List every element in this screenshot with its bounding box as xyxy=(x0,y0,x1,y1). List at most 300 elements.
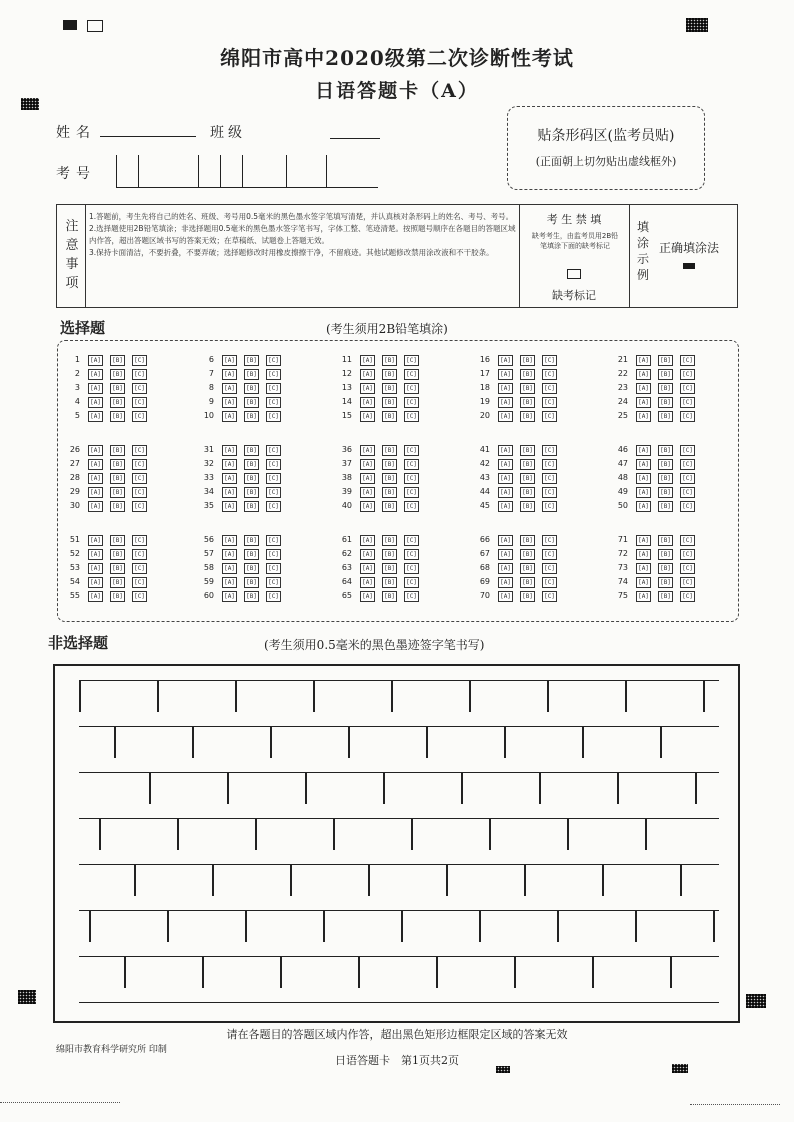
answer-bubble-22-c[interactable]: [C] xyxy=(680,369,695,380)
answer-bubble-6-b[interactable]: [B] xyxy=(244,355,259,366)
answer-bubble-22-a[interactable]: [A] xyxy=(636,369,651,380)
answer-bubble-1-b[interactable]: [B] xyxy=(110,355,125,366)
answer-bubble-32-a[interactable]: [A] xyxy=(222,459,237,470)
answer-bubble-63-c[interactable]: [C] xyxy=(404,563,419,574)
answer-bubble-20-a[interactable]: [A] xyxy=(498,411,513,422)
answer-bubble-72-a[interactable]: [A] xyxy=(636,549,651,560)
answer-bubble-11-a[interactable]: [A] xyxy=(360,355,375,366)
answer-bubble-71-b[interactable]: [B] xyxy=(658,535,673,546)
answer-bubble-43-a[interactable]: [A] xyxy=(498,473,513,484)
answer-bubble-51-a[interactable]: [A] xyxy=(88,535,103,546)
answer-bubble-10-b[interactable]: [B] xyxy=(244,411,259,422)
question-number: 53 xyxy=(69,563,80,572)
answer-bubble-64-a[interactable]: [A] xyxy=(360,577,375,588)
question-number: 6 xyxy=(208,355,214,364)
answer-bubble-61-a[interactable]: [A] xyxy=(360,535,375,546)
answer-bubble-62-c[interactable]: [C] xyxy=(404,549,419,560)
answer-bubble-41-c[interactable]: [C] xyxy=(542,445,557,456)
question-number: 38 xyxy=(341,473,352,482)
answer-bubble-60-b[interactable]: [B] xyxy=(244,591,259,602)
writing-cell-divider xyxy=(504,726,506,758)
answer-bubble-38-c[interactable]: [C] xyxy=(404,473,419,484)
question-number: 49 xyxy=(617,487,628,496)
question-number: 28 xyxy=(69,473,80,482)
answer-bubble-3-c[interactable]: [C] xyxy=(132,383,147,394)
answer-bubble-27-a[interactable]: [A] xyxy=(88,459,103,470)
name-field[interactable] xyxy=(100,120,196,137)
answer-bubble-16-a[interactable]: [A] xyxy=(498,355,513,366)
answer-bubble-2-a[interactable]: [A] xyxy=(88,369,103,380)
answer-bubble-7-c[interactable]: [C] xyxy=(266,369,281,380)
writing-cell-divider xyxy=(567,818,569,850)
answer-bubble-63-b[interactable]: [B] xyxy=(382,563,397,574)
answer-bubble-23-c[interactable]: [C] xyxy=(680,383,695,394)
answer-bubble-50-c[interactable]: [C] xyxy=(680,501,695,512)
answer-bubble-27-b[interactable]: [B] xyxy=(110,459,125,470)
writing-cell-divider xyxy=(290,864,292,896)
answer-bubble-1-c[interactable]: [C] xyxy=(132,355,147,366)
answer-bubble-58-b[interactable]: [B] xyxy=(244,563,259,574)
writing-cell-divider xyxy=(134,864,136,896)
answer-bubble-13-b[interactable]: [B] xyxy=(382,383,397,394)
question-number: 24 xyxy=(617,397,628,406)
answer-bubble-52-c[interactable]: [C] xyxy=(132,549,147,560)
writing-cell-divider xyxy=(157,680,159,712)
answer-bubble-30-a[interactable]: [A] xyxy=(88,501,103,512)
writing-cell-divider xyxy=(255,818,257,850)
question-number: 43 xyxy=(479,473,490,482)
writing-cell-divider xyxy=(99,818,101,850)
answer-bubble-24-a[interactable]: [A] xyxy=(636,397,651,408)
answer-bubble-5-b[interactable]: [B] xyxy=(110,411,125,422)
answer-bubble-25-a[interactable]: [A] xyxy=(636,411,651,422)
writing-cell-divider xyxy=(635,910,637,942)
answer-bubble-75-c[interactable]: [C] xyxy=(680,591,695,602)
answer-bubble-38-a[interactable]: [A] xyxy=(360,473,375,484)
answer-bubble-26-b[interactable]: [B] xyxy=(110,445,125,456)
answer-bubble-10-a[interactable]: [A] xyxy=(222,411,237,422)
answer-bubble-61-b[interactable]: [B] xyxy=(382,535,397,546)
answer-bubble-6-c[interactable]: [C] xyxy=(266,355,281,366)
answer-bubble-26-c[interactable]: [C] xyxy=(132,445,147,456)
answer-bubble-58-a[interactable]: [A] xyxy=(222,563,237,574)
answer-bubble-30-b[interactable]: [B] xyxy=(110,501,125,512)
answer-bubble-68-a[interactable]: [A] xyxy=(498,563,513,574)
answer-bubble-75-b[interactable]: [B] xyxy=(658,591,673,602)
answer-bubble-11-c[interactable]: [C] xyxy=(404,355,419,366)
question-number: 68 xyxy=(479,563,490,572)
answer-bubble-74-b[interactable]: [B] xyxy=(658,577,673,588)
question-number: 19 xyxy=(479,397,490,406)
answer-bubble-19-c[interactable]: [C] xyxy=(542,397,557,408)
registration-mark xyxy=(63,20,77,30)
answer-bubble-66-b[interactable]: [B] xyxy=(520,535,535,546)
answer-bubble-14-a[interactable]: [A] xyxy=(360,397,375,408)
answer-bubble-66-a[interactable]: [A] xyxy=(498,535,513,546)
answer-bubble-62-a[interactable]: [A] xyxy=(360,549,375,560)
answer-bubble-18-b[interactable]: [B] xyxy=(520,383,535,394)
answer-bubble-12-b[interactable]: [B] xyxy=(382,369,397,380)
writing-cell-divider xyxy=(489,818,491,850)
answer-bubble-3-a[interactable]: [A] xyxy=(88,383,103,394)
writing-cell-divider xyxy=(323,910,325,942)
answer-bubble-43-b[interactable]: [B] xyxy=(520,473,535,484)
question-number: 41 xyxy=(479,445,490,454)
answer-bubble-62-b[interactable]: [B] xyxy=(382,549,397,560)
writing-cell-divider xyxy=(368,864,370,896)
answer-bubble-42-c[interactable]: [C] xyxy=(542,459,557,470)
answer-bubble-21-c[interactable]: [C] xyxy=(680,355,695,366)
answer-bubble-18-a[interactable]: [A] xyxy=(498,383,513,394)
writing-line xyxy=(79,1002,719,1003)
question-number: 17 xyxy=(479,369,490,378)
answer-bubble-24-c[interactable]: [C] xyxy=(680,397,695,408)
answer-bubble-4-b[interactable]: [B] xyxy=(110,397,125,408)
answer-bubble-55-a[interactable]: [A] xyxy=(88,591,103,602)
writing-cell-divider xyxy=(524,864,526,896)
answer-bubble-46-a[interactable]: [A] xyxy=(636,445,651,456)
answer-bubble-64-b[interactable]: [B] xyxy=(382,577,397,588)
answer-bubble-8-a[interactable]: [A] xyxy=(222,383,237,394)
answer-bubble-57-b[interactable]: [B] xyxy=(244,549,259,560)
writing-cell-divider xyxy=(469,680,471,712)
answer-bubble-39-c[interactable]: [C] xyxy=(404,487,419,498)
question-number: 55 xyxy=(69,591,80,600)
cut-line xyxy=(690,1104,780,1105)
answer-bubble-18-c[interactable]: [C] xyxy=(542,383,557,394)
answer-bubble-36-a[interactable]: [A] xyxy=(360,445,375,456)
answer-bubble-63-a[interactable]: [A] xyxy=(360,563,375,574)
question-number: 10 xyxy=(203,411,214,420)
answer-bubble-35-c[interactable]: [C] xyxy=(266,501,281,512)
answer-bubble-3-b[interactable]: [B] xyxy=(110,383,125,394)
answer-bubble-20-b[interactable]: [B] xyxy=(520,411,535,422)
registration-mark xyxy=(18,990,36,1004)
answer-bubble-54-b[interactable]: [B] xyxy=(110,577,125,588)
answer-bubble-13-a[interactable]: [A] xyxy=(360,383,375,394)
answer-bubble-19-b[interactable]: [B] xyxy=(520,397,535,408)
answer-bubble-23-b[interactable]: [B] xyxy=(658,383,673,394)
answer-bubble-7-b[interactable]: [B] xyxy=(244,369,259,380)
answer-bubble-33-a[interactable]: [A] xyxy=(222,473,237,484)
notes-label: 注 意 事 项 xyxy=(65,219,79,291)
question-number: 72 xyxy=(617,549,628,558)
answer-bubble-57-a[interactable]: [A] xyxy=(222,549,237,560)
answer-bubble-40-b[interactable]: [B] xyxy=(382,501,397,512)
answer-bubble-7-a[interactable]: [A] xyxy=(222,369,237,380)
answer-bubble-44-c[interactable]: [C] xyxy=(542,487,557,498)
writing-cell-divider xyxy=(212,864,214,896)
question-number: 67 xyxy=(479,549,490,558)
answer-bubble-28-c[interactable]: [C] xyxy=(132,473,147,484)
question-number: 12 xyxy=(341,369,352,378)
answer-bubble-34-b[interactable]: [B] xyxy=(244,487,259,498)
question-number: 46 xyxy=(617,445,628,454)
exam-number-boxes[interactable] xyxy=(116,155,378,188)
answer-bubble-47-c[interactable]: [C] xyxy=(680,459,695,470)
note-item: 1.答题前，考生先将自己的姓名、班级、考号用0.5毫米的黑色墨水签字笔填写清楚，并认真核对条形码上的姓名、考号、考号。 xyxy=(89,212,514,221)
answer-bubble-71-a[interactable]: [A] xyxy=(636,535,651,546)
question-number: 2 xyxy=(74,369,80,378)
answer-bubble-32-c[interactable]: [C] xyxy=(266,459,281,470)
choice-section-note: (考生须用2B铅笔填涂) xyxy=(326,322,448,336)
answer-bubble-37-b[interactable]: [B] xyxy=(382,459,397,470)
answer-bubble-31-b[interactable]: [B] xyxy=(244,445,259,456)
answer-bubble-11-b[interactable]: [B] xyxy=(382,355,397,366)
question-number: 25 xyxy=(617,411,628,420)
answer-bubble-57-c[interactable]: [C] xyxy=(266,549,281,560)
answer-bubble-56-c[interactable]: [C] xyxy=(266,535,281,546)
answer-bubble-46-c[interactable]: [C] xyxy=(680,445,695,456)
answer-bubble-50-b[interactable]: [B] xyxy=(658,501,673,512)
answer-bubble-68-b[interactable]: [B] xyxy=(520,563,535,574)
answer-bubble-15-b[interactable]: [B] xyxy=(382,411,397,422)
answer-bubble-64-c[interactable]: [C] xyxy=(404,577,419,588)
answer-bubble-65-b[interactable]: [B] xyxy=(382,591,397,602)
answer-bubble-69-c[interactable]: [C] xyxy=(542,577,557,588)
answer-bubble-68-c[interactable]: [C] xyxy=(542,563,557,574)
registration-mark xyxy=(496,1066,510,1073)
answer-bubble-5-c[interactable]: [C] xyxy=(132,411,147,422)
writing-cell-divider xyxy=(680,864,682,896)
writing-cell-divider xyxy=(557,910,559,942)
answer-bubble-15-a[interactable]: [A] xyxy=(360,411,375,422)
answer-bubble-9-c[interactable]: [C] xyxy=(266,397,281,408)
answer-bubble-8-b[interactable]: [B] xyxy=(244,383,259,394)
answer-bubble-74-c[interactable]: [C] xyxy=(680,577,695,588)
answer-bubble-67-b[interactable]: [B] xyxy=(520,549,535,560)
answer-bubble-31-a[interactable]: [A] xyxy=(222,445,237,456)
answer-bubble-29-c[interactable]: [C] xyxy=(132,487,147,498)
answer-bubble-60-c[interactable]: [C] xyxy=(266,591,281,602)
answer-bubble-45-b[interactable]: [B] xyxy=(520,501,535,512)
answer-bubble-38-b[interactable]: [B] xyxy=(382,473,397,484)
answer-bubble-70-a[interactable]: [A] xyxy=(498,591,513,602)
answer-bubble-29-a[interactable]: [A] xyxy=(88,487,103,498)
answer-bubble-69-b[interactable]: [B] xyxy=(520,577,535,588)
answer-bubble-5-a[interactable]: [A] xyxy=(88,411,103,422)
answer-bubble-46-b[interactable]: [B] xyxy=(658,445,673,456)
answer-bubble-48-a[interactable]: [A] xyxy=(636,473,651,484)
answer-bubble-50-a[interactable]: [A] xyxy=(636,501,651,512)
answer-bubble-60-a[interactable]: [A] xyxy=(222,591,237,602)
answer-bubble-43-c[interactable]: [C] xyxy=(542,473,557,484)
question-number: 13 xyxy=(341,383,352,392)
answer-bubble-16-b[interactable]: [B] xyxy=(520,355,535,366)
answer-bubble-45-c[interactable]: [C] xyxy=(542,501,557,512)
answer-bubble-58-c[interactable]: [C] xyxy=(266,563,281,574)
answer-bubble-14-c[interactable]: [C] xyxy=(404,397,419,408)
answer-bubble-28-a[interactable]: [A] xyxy=(88,473,103,484)
answer-bubble-59-b[interactable]: [B] xyxy=(244,577,259,588)
answer-bubble-49-a[interactable]: [A] xyxy=(636,487,651,498)
answer-bubble-27-c[interactable]: [C] xyxy=(132,459,147,470)
question-number: 32 xyxy=(203,459,214,468)
answer-bubble-20-c[interactable]: [C] xyxy=(542,411,557,422)
answer-bubble-73-c[interactable]: [C] xyxy=(680,563,695,574)
writing-area[interactable] xyxy=(53,664,740,1023)
answer-bubble-47-b[interactable]: [B] xyxy=(658,459,673,470)
answer-bubble-40-a[interactable]: [A] xyxy=(360,501,375,512)
answer-bubble-12-c[interactable]: [C] xyxy=(404,369,419,380)
answer-bubble-75-a[interactable]: [A] xyxy=(636,591,651,602)
answer-bubble-42-b[interactable]: [B] xyxy=(520,459,535,470)
answer-bubble-25-b[interactable]: [B] xyxy=(658,411,673,422)
answer-bubble-66-c[interactable]: [C] xyxy=(542,535,557,546)
answer-bubble-6-a[interactable]: [A] xyxy=(222,355,237,366)
answer-bubble-2-c[interactable]: [C] xyxy=(132,369,147,380)
answer-bubble-34-a[interactable]: [A] xyxy=(222,487,237,498)
answer-bubble-65-a[interactable]: [A] xyxy=(360,591,375,602)
answer-bubble-54-c[interactable]: [C] xyxy=(132,577,147,588)
answer-bubble-9-a[interactable]: [A] xyxy=(222,397,237,408)
question-number: 11 xyxy=(341,355,352,364)
answer-bubble-32-b[interactable]: [B] xyxy=(244,459,259,470)
answer-bubble-73-a[interactable]: [A] xyxy=(636,563,651,574)
answer-bubble-24-b[interactable]: [B] xyxy=(658,397,673,408)
answer-bubble-37-c[interactable]: [C] xyxy=(404,459,419,470)
answer-bubble-4-a[interactable]: [A] xyxy=(88,397,103,408)
question-number: 45 xyxy=(479,501,490,510)
answer-bubble-10-c[interactable]: [C] xyxy=(266,411,281,422)
answer-bubble-44-a[interactable]: [A] xyxy=(498,487,513,498)
answer-bubble-73-b[interactable]: [B] xyxy=(658,563,673,574)
answer-bubble-1-a[interactable]: [A] xyxy=(88,355,103,366)
answer-bubble-67-c[interactable]: [C] xyxy=(542,549,557,560)
question-number: 50 xyxy=(617,501,628,510)
answer-bubble-33-b[interactable]: [B] xyxy=(244,473,259,484)
writing-cell-divider xyxy=(446,864,448,896)
answer-bubble-15-c[interactable]: [C] xyxy=(404,411,419,422)
answer-bubble-29-b[interactable]: [B] xyxy=(110,487,125,498)
writing-cell-divider xyxy=(703,680,705,712)
question-number: 47 xyxy=(617,459,628,468)
answer-bubble-36-c[interactable]: [C] xyxy=(404,445,419,456)
answer-bubble-21-a[interactable]: [A] xyxy=(636,355,651,366)
answer-bubble-55-c[interactable]: [C] xyxy=(132,591,147,602)
writing-cell-divider xyxy=(645,818,647,850)
absent-mark-label: 缺考标记 xyxy=(552,289,596,302)
answer-bubble-12-a[interactable]: [A] xyxy=(360,369,375,380)
answer-bubble-34-c[interactable]: [C] xyxy=(266,487,281,498)
writing-cell-divider xyxy=(235,680,237,712)
answer-bubble-61-c[interactable]: [C] xyxy=(404,535,419,546)
answer-bubble-35-b[interactable]: [B] xyxy=(244,501,259,512)
answer-bubble-70-b[interactable]: [B] xyxy=(520,591,535,602)
answer-bubble-49-b[interactable]: [B] xyxy=(658,487,673,498)
absent-checkbox[interactable] xyxy=(567,269,581,279)
writing-cell-divider xyxy=(479,910,481,942)
answer-bubble-14-b[interactable]: [B] xyxy=(382,397,397,408)
answer-bubble-45-a[interactable]: [A] xyxy=(498,501,513,512)
class-field[interactable] xyxy=(330,122,380,139)
answer-bubble-52-a[interactable]: [A] xyxy=(88,549,103,560)
answer-bubble-39-b[interactable]: [B] xyxy=(382,487,397,498)
answer-bubble-67-a[interactable]: [A] xyxy=(498,549,513,560)
answer-bubble-40-c[interactable]: [C] xyxy=(404,501,419,512)
answer-bubble-17-a[interactable]: [A] xyxy=(498,369,513,380)
answer-bubble-35-a[interactable]: [A] xyxy=(222,501,237,512)
answer-bubble-19-a[interactable]: [A] xyxy=(498,397,513,408)
answer-bubble-71-c[interactable]: [C] xyxy=(680,535,695,546)
answer-bubble-65-c[interactable]: [C] xyxy=(404,591,419,602)
answer-bubble-52-b[interactable]: [B] xyxy=(110,549,125,560)
question-number: 70 xyxy=(479,591,490,600)
answer-bubble-74-a[interactable]: [A] xyxy=(636,577,651,588)
open-section-title: 非选择题 xyxy=(48,634,109,652)
writing-cell-divider xyxy=(401,910,403,942)
writing-cell-divider xyxy=(270,726,272,758)
answer-bubble-17-c[interactable]: [C] xyxy=(542,369,557,380)
answer-bubble-41-a[interactable]: [A] xyxy=(498,445,513,456)
answer-bubble-72-b[interactable]: [B] xyxy=(658,549,673,560)
answer-bubble-47-a[interactable]: [A] xyxy=(636,459,651,470)
answer-bubble-31-c[interactable]: [C] xyxy=(266,445,281,456)
registration-mark xyxy=(746,994,766,1008)
question-number: 73 xyxy=(617,563,628,572)
answer-bubble-48-b[interactable]: [B] xyxy=(658,473,673,484)
writing-cell-divider xyxy=(348,726,350,758)
answer-bubble-54-a[interactable]: [A] xyxy=(88,577,103,588)
answer-bubble-56-b[interactable]: [B] xyxy=(244,535,259,546)
answer-bubble-44-b[interactable]: [B] xyxy=(520,487,535,498)
writing-cell-divider xyxy=(177,818,179,850)
answer-bubble-70-c[interactable]: [C] xyxy=(542,591,557,602)
answer-bubble-28-b[interactable]: [B] xyxy=(110,473,125,484)
answer-bubble-59-c[interactable]: [C] xyxy=(266,577,281,588)
answer-bubble-55-b[interactable]: [B] xyxy=(110,591,125,602)
answer-bubble-41-b[interactable]: [B] xyxy=(520,445,535,456)
answer-bubble-51-b[interactable]: [B] xyxy=(110,535,125,546)
question-number: 14 xyxy=(341,397,352,406)
answer-bubble-2-b[interactable]: [B] xyxy=(110,369,125,380)
answer-bubble-37-a[interactable]: [A] xyxy=(360,459,375,470)
bubble-grid xyxy=(58,341,738,621)
answer-bubble-48-c[interactable]: [C] xyxy=(680,473,695,484)
question-number: 51 xyxy=(69,535,80,544)
answer-bubble-42-a[interactable]: [A] xyxy=(498,459,513,470)
answer-bubble-8-c[interactable]: [C] xyxy=(266,383,281,394)
answer-bubble-17-b[interactable]: [B] xyxy=(520,369,535,380)
answer-bubble-4-c[interactable]: [C] xyxy=(132,397,147,408)
answer-bubble-26-a[interactable]: [A] xyxy=(88,445,103,456)
answer-bubble-49-c[interactable]: [C] xyxy=(680,487,695,498)
answer-bubble-53-c[interactable]: [C] xyxy=(132,563,147,574)
answer-bubble-9-b[interactable]: [B] xyxy=(244,397,259,408)
footer-page: 日语答题卡 第1页共2页 xyxy=(335,1054,459,1067)
answer-bubble-33-c[interactable]: [C] xyxy=(266,473,281,484)
answer-bubble-23-a[interactable]: [A] xyxy=(636,383,651,394)
writing-cell-divider xyxy=(227,772,229,804)
answer-bubble-53-a[interactable]: [A] xyxy=(88,563,103,574)
writing-cell-divider xyxy=(660,726,662,758)
answer-bubble-21-b[interactable]: [B] xyxy=(658,355,673,366)
answer-bubble-59-a[interactable]: [A] xyxy=(222,577,237,588)
answer-bubble-72-c[interactable]: [C] xyxy=(680,549,695,560)
answer-bubble-36-b[interactable]: [B] xyxy=(382,445,397,456)
answer-bubble-13-c[interactable]: [C] xyxy=(404,383,419,394)
answer-bubble-56-a[interactable]: [A] xyxy=(222,535,237,546)
answer-bubble-30-c[interactable]: [C] xyxy=(132,501,147,512)
answer-bubble-25-c[interactable]: [C] xyxy=(680,411,695,422)
question-number: 30 xyxy=(69,501,80,510)
answer-bubble-51-c[interactable]: [C] xyxy=(132,535,147,546)
answer-bubble-22-b[interactable]: [B] xyxy=(658,369,673,380)
answer-bubble-16-c[interactable]: [C] xyxy=(542,355,557,366)
answer-bubble-53-b[interactable]: [B] xyxy=(110,563,125,574)
answer-bubble-39-a[interactable]: [A] xyxy=(360,487,375,498)
answer-bubble-69-a[interactable]: [A] xyxy=(498,577,513,588)
